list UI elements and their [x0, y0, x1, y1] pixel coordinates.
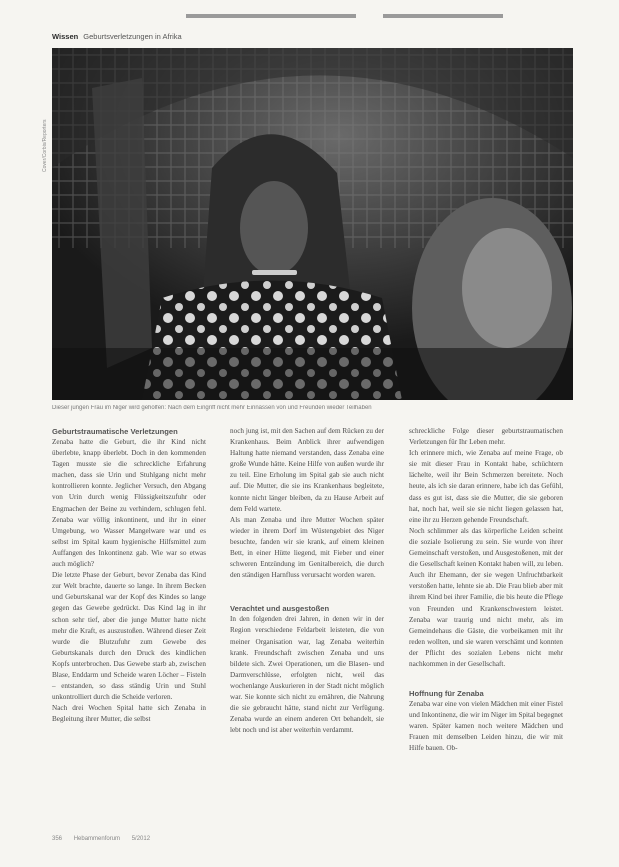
paragraph: Zenaba hatte die Geburt, die ihr Kind nicht überlebte, knapp überlebt. Doch in den kommenden Tagen musste sie die schreckliche Erfahrung machen, dass sie Urin und Stuhlgang nicht mehr kontrollieren konnte. Jeglicher Versuch, den Abgang von Urin durch wenig Flüssigkeitszufuhr oder Engmachen der Beine zu verhindern, schlugen fehl. Zenaba war völlig inkontinent, und ihr in einer Umgebung, wo Wasser Mangelware war und es selbst im Spital kaum hygienische Hilfsmittel zum Auffangen des Inkontinenz gab. Wie war so etwas auch möglich? — [52, 438, 206, 569]
photo-caption: Dieser jungen Frau im Niger wird geholfen: Nach dem Eingriff nicht mehr Einnässen von und Freunden wieder Teilhaben — [52, 405, 372, 411]
woman-face-front — [240, 181, 308, 275]
issue: 5/2012 — [131, 836, 151, 842]
subheading: Geburtstraumatische Verletzungen — [52, 427, 178, 436]
header-title: Geburtsverletzungen in Afrika — [83, 32, 182, 41]
top-rule-left — [186, 14, 356, 18]
subheading: Verachtet und ausgestoßen — [230, 604, 330, 614]
paragraph: Ich erinnere mich, wie Zenaba auf meine Frage, ob sie mit dieser Frau in Kontakt habe, schüchtern lächelte, weil ihr Bein Schmerzen bereitete. Noch heute, als ich sie daran erinnere, habe ich das Gefühl, dass es gut ist, dass sie die Mutter, die sie geboren hat, noch hat, weil sie sie nicht liegen gelassen hat, eine ihr zu Herzen gehende Freundschaft. — [409, 449, 563, 524]
paragraph: Noch schlimmer als das körperliche Leiden scheint die soziale Isolierung zu sein. Sie wurde von ihrer Gemeinschaft verstoßen, und Ausgestoßenen, mit der die Gesellschaft keinen Kontakt haben will, zu leben. Auch ihr Ehemann, der sie wegen Unfruchtbarkeit verstoßen hatte, lehnte sie ab. Die Frau blieb aber mit ihrem Kind bei ihrer Familie, die bis heute die Pflege von Freunden und Krankenschwestern leistet. Zenaba war traurig und nicht mehr, als im Gemeindehaus die Gäste, die vorbeikamen mit ihr reden wollten, und sie waren verschämt und konnten der Pflicht des sozialen Lebens nicht mehr nachkommen in der Gesellschaft. — [409, 526, 563, 668]
companion-highlight — [462, 228, 552, 348]
paragraph: schreckliche Folge dieser geburtstraumatischen Verletzungen für Ihr Leben mehr. — [409, 427, 563, 447]
magazine-name: Hebammenforum — [73, 836, 121, 842]
page-number: 356 — [52, 836, 63, 842]
paragraph: noch jung ist, mit den Sachen auf dem Rücken zu der Krankenhaus. Beim Anblick ihrer aufwendigen Haltung hatte niemand verstanden, dass Zenaba eine große Wunde hätte. Keine Hilfe von außen wurde ihr zu teil. Eine Erholung im Spital gab sie auch nicht auf. Die Mutter, die sie ins Krankenhaus begleitete, konnte nicht länger bleiben, da zu Hause Arbeit auf dem Feld wartete. — [230, 427, 384, 513]
paragraph: Als man Zenaba und ihre Mutter Wochen später wieder in ihrem Dorf im Wüstengebiet des Niger besuchte, fanden wir sie krank, auf einem kleinen Bett, in einer Hütte liegend, mit Fieber und einer schweren Entzündung im Genitalbereich, die durch den ständigen Harnfluss verursacht worden waren. — [230, 515, 384, 580]
article-photo — [52, 48, 573, 400]
photo-shadow-bottom — [52, 348, 573, 400]
header-section: Wissen — [52, 32, 79, 41]
paragraph: In den folgenden drei Jahren, in denen wir in der Region verschiedene Feldarbeit leisteten, die von meiner Organisation war, lag Zenaba weiterhin krank. Freundschaft zwischen Zenaba und uns bildete sich. Zwei Operationen, um die Blasen- und Darmverschlüsse, erfolgten nicht, weil das wochenlange Auskurieren in der Stadt nicht möglich war. Sie konnte sich nicht zu ernähren, die Nahrung die sie gebraucht hätte, stand nicht zur Verfügung. Zenaba wurde an einem anderen Ort behandelt, sie lebt noch und ist aber weiterhin verdammt. — [230, 615, 384, 735]
paragraph: Nach drei Wochen Spital hatte sich Zenaba in Begleitung ihrer Mutter, die selbst — [52, 704, 206, 724]
photo-credit: Cover/Corbis/Reporters — [42, 119, 48, 172]
running-header — [52, 32, 182, 41]
column-1 — [52, 426, 206, 725]
page-footer — [52, 836, 160, 842]
necklace — [252, 270, 297, 275]
column-3 — [409, 426, 563, 755]
paragraph: Zenaba war eine von vielen Mädchen mit einer Fistel und Inkontinenz, die wir im Niger im Spital begegnet waren. Später kamen noch weitere Mädchen und Frauen mit demselben Leiden hinzu, die wir mit Hilfe bauen. Ob- — [409, 700, 563, 753]
paragraph: Die letzte Phase der Geburt, bevor Zenaba das Kind zur Welt brachte, dauerte so lange. In ihrem Becken und Geburtskanal war der Kopf des Kindes so lange gegen das Gewebe gedrückt. Das Kind lag in ihr schon sehr tief, aber die junge Mutter hatte nicht mehr die Kraft, es auszustoßen. Während dieser Zeit wurde die Blutzufuhr zum Gewebe des Geburtskanals durch den Druck des kindlichen Kopfs unterbrochen. Das Gewebe starb ab, zwischen Blase, Enddarm und Scheide waren Löcher – Fisteln – entstanden, so dass ständig Urin und Stuhl unkontrolliert durch die Scheide verloren. — [52, 571, 206, 702]
column-2 — [230, 426, 384, 736]
top-rule-right — [383, 14, 503, 18]
subheading: Hoffnung für Zenaba — [409, 689, 484, 699]
